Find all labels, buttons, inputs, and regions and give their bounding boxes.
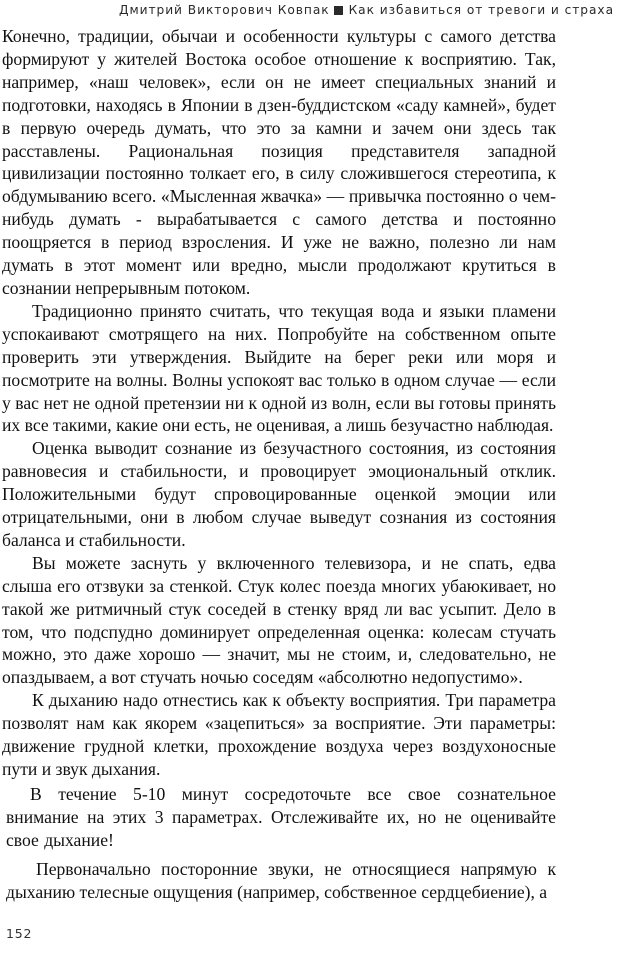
page-number: 152 [6, 926, 33, 941]
header-book-title: Как избавиться от тревоги и страха [348, 3, 614, 17]
paragraph-1: Конечно, традиции, обычаи и особенности культуры с самого детства формируют у жителей Востока особое отношение к восприятию. Так, например, «наш человек», если он не имеет специальных знаний и подготовки, находясь в Японии в дзен-буддистском «саду камней», будет в первую очередь думать, что это за камни и зачем они здесь так расставлены. Рациональная позиция представителя западной цивилизации постоянно толкает его, в силу сложившегося стереотипа, к обдумыванию всего. «Мысленная жвачка» — привычка постоянно о чем-нибудь думать - вырабатывается с самого детства и постоянно поощряется в период взросления. И уже не важно, полезно ли нам думать в этот момент или вредно, мысли продолжают крутиться в сознании непрерывным потоком. [2, 26, 556, 298]
paragraph-3: Оценка выводит сознание из безучастного состояния, из состояния равновесия и стабильности, и провоцирует эмоциональный отклик. Положительными будут спровоцированные оценкой эмоции или отрицательными, они в любом случае выведут сознания из состояния баланса и стабильности. [2, 438, 556, 550]
running-header [119, 3, 614, 17]
paragraph-2: Традиционно принято считать, что текущая вода и языки пламени успокаивают смотрящего на них. Попробуйте на собственном опыте проверить эти утверждения. Выйдите на берег реки или моря и посмотрите на волны. Волны успокоят вас только в одном случае — если у вас нет не одной претензии ни к одной из волн, если вы готовы принять их все такими, какие они есть, не оценивая, а лишь безучастно наблюдая. [2, 300, 556, 436]
paragraph-4: Вы можете заснуть у включенного телевизора, и не спать, едва слыша его отзвуки за стенкой. Стук колес поезда многих убаюкивает, но такой же ритмичный стук соседей в стенку вряд ли вас усыпит. Дело в том, что подспудно доминирует определенная оценка: колесам стучать можно, это даже хорошо — значит, мы не стоим, и, следовательно, не опаздываем, а вот стучать ночью соседям «абсолютно недопустимо». [2, 552, 556, 688]
paragraph-6: В течение 5-10 минут сосредоточьте все свое сознательное внимание на этих 3 параметрах. Отслеживайте их, но не оценивайте свое дыхание! [6, 783, 556, 850]
paragraph-7: Первоначально посторонние звуки, не относящиеся напрямую к дыханию телесные ощущения (например, собственное сердцебиение), а [6, 858, 556, 902]
header-separator-square [334, 6, 343, 15]
body-text [2, 25, 556, 903]
header-author: Дмитрий Викторович Ковпак [118, 3, 330, 17]
paragraph-5: К дыханию надо отнестись как к объекту восприятия. Три параметра позволят нам как якорем «зацепиться» за восприятие. Эти параметры: движение грудной клетки, прохождение воздуха через воздухоносные пути и звук дыхания. [2, 690, 556, 779]
